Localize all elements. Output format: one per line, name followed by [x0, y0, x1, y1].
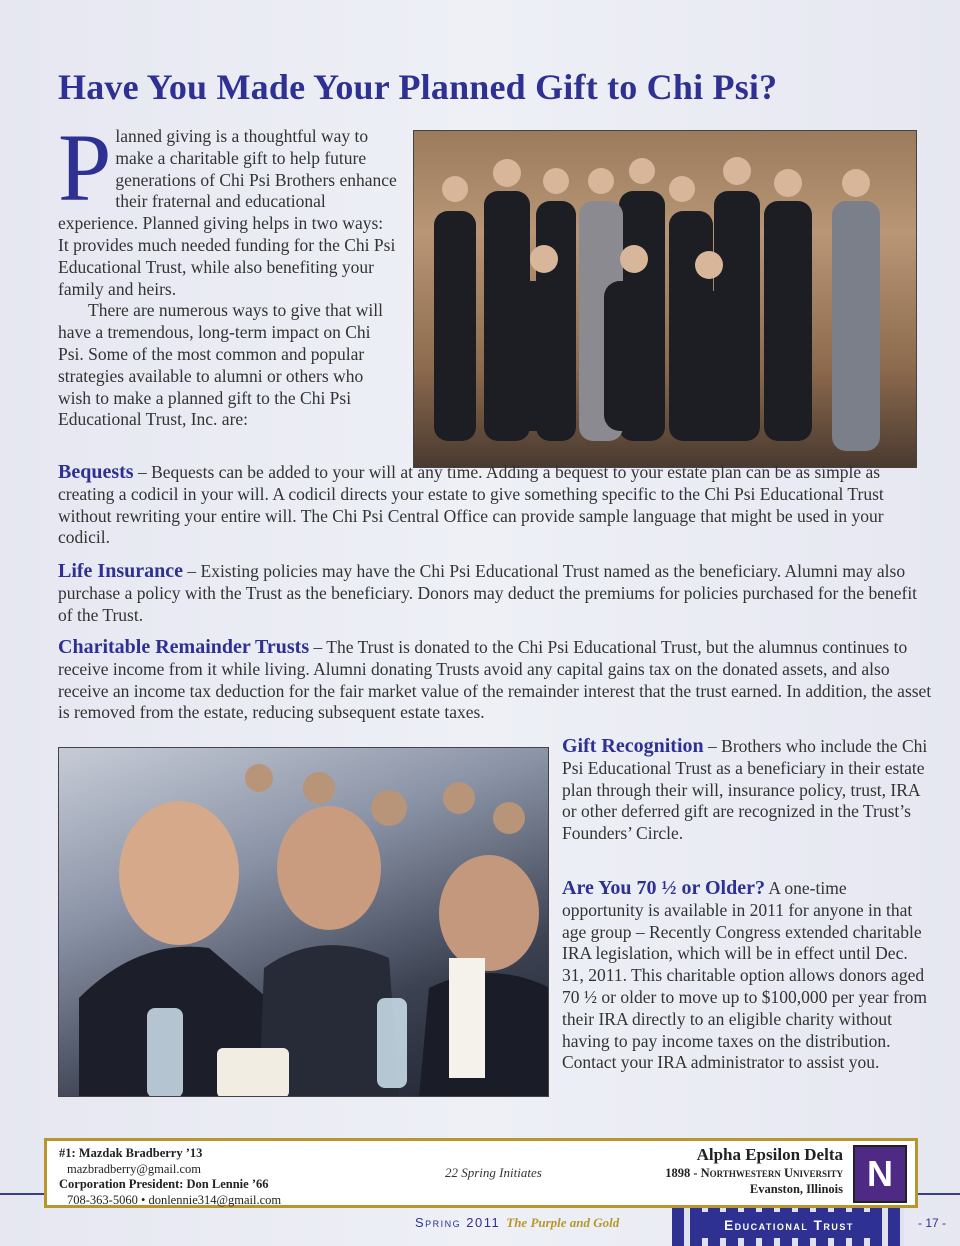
text-life-insurance: – Existing policies may have the Chi Psi Educational Trust named as the beneficiary. Alumni may also purchase a policy with the Trust as the beneficiary. Donors may deduct the premiums for policies purchased for the benefit of the Trust.: [58, 561, 918, 625]
text-seventy-half: A one-time opportunity is available in 2011 for anyone in that age group – Recently Congress extended charitable IRA legislation, which will be in effect until Dec. 31, 2011. This charitable option allows donors aged 70 ½ or older to move up to $100,000 per year from their IRA directly to an eligible charity without having to pay income taxes on the distribution. Contact your IRA administrator to assist you.: [562, 878, 927, 1073]
magazine-name: The Purple and Gold: [506, 1215, 620, 1230]
group-photo: [413, 130, 917, 468]
corporation-president: Corporation President: Don Lennie ’66: [59, 1177, 269, 1191]
intro-paragraph-2: There are numerous ways to give that will have a tremendous, long-term impact on Chi Psi. Some of the most common and popular strategies available to alumni or others who wish to make a planned gift to the Chi Psi Educational Trust, Inc. are:: [58, 300, 383, 430]
intro-text: [58, 114, 398, 431]
intro-paragraph-1: lanned giving is a thoughtful way to make a charitable gift to help future generations of Chi Psi Brothers enhance their fraternal and educational experience. Planned giving helps in two ways: It provides much needed funding for the Chi Psi Educational Trust, while also benefiting your family and heirs.: [58, 126, 397, 299]
heading-gift-recognition: Gift Recognition: [562, 735, 704, 757]
chapter-info: [665, 1145, 843, 1197]
event-photo-illustration: [59, 748, 549, 1097]
section-bequests: [58, 462, 938, 549]
text-bequests: – Bequests can be added to your will at any time. Adding a bequest to your estate plan can be as simple as creating a codicil in your will. A codicil directs your estate to give something specific to the Chi Psi Educational Trust without rewriting your entire will. The Chi Psi Central Office can provide sample language that might be used in your codicil.: [58, 462, 884, 548]
text-gift-recognition: – Brothers who include the Chi Psi Educational Trust as a beneficiary in their estate plan through their will, insurance policy, trust, IRA or other deferred gift are recognized in the Trust’s Founders’ Circle.: [562, 736, 928, 844]
heading-charitable-trusts: Charitable Remainder Trusts: [58, 636, 310, 658]
section-gift-recognition: [562, 736, 932, 845]
corporation-contact: 708-363-5060 • donlennie314@gmail.com: [67, 1192, 282, 1207]
page-number: - 17 -: [918, 1216, 947, 1230]
group-photo-illustration: [414, 131, 917, 468]
issue-line: [415, 1215, 619, 1231]
section-life-insurance: [58, 561, 928, 626]
heading-seventy-half: Are You 70 ½ or Older?: [562, 877, 765, 899]
event-photo: [58, 747, 549, 1097]
issue-season: Spring 2011: [415, 1215, 501, 1230]
drop-cap: P: [58, 114, 112, 221]
heading-life-insurance: Life Insurance: [58, 560, 183, 582]
chapter-university: 1898 - Northwestern University: [665, 1166, 843, 1180]
northwestern-logo-icon: N: [853, 1145, 907, 1203]
heading-bequests: Bequests: [58, 461, 134, 483]
page-title: Have You Made Your Planned Gift to Chi Psi?: [58, 67, 778, 107]
initiates-count: 22 Spring Initiates: [445, 1165, 542, 1180]
text-charitable-trusts: – The Trust is donated to the Chi Psi Educational Trust, but the alumnus continues to receive income from it while living. Alumni donating Trusts avoid any capital gains tax on the donated assets, and also receive an income tax deduction for the fair market value of the remainder interest that the trust earned. In addition, the asset is removed from the estate, reducing subsequent estate taxes.: [58, 637, 932, 723]
chapter-contacts: [59, 1146, 281, 1208]
section-label: Educational Trust: [696, 1212, 882, 1238]
section-charitable-trusts: [58, 637, 938, 724]
chapter-president: #1: Mazdak Bradberry ’13: [59, 1146, 203, 1160]
chapter-name: Alpha Epsilon Delta: [696, 1145, 843, 1164]
section-seventy-half: [562, 878, 932, 1074]
chapter-city: Evanston, Illinois: [749, 1182, 843, 1196]
chapter-footer: [44, 1138, 918, 1208]
president-email: mazbradberry@gmail.com: [67, 1161, 202, 1176]
